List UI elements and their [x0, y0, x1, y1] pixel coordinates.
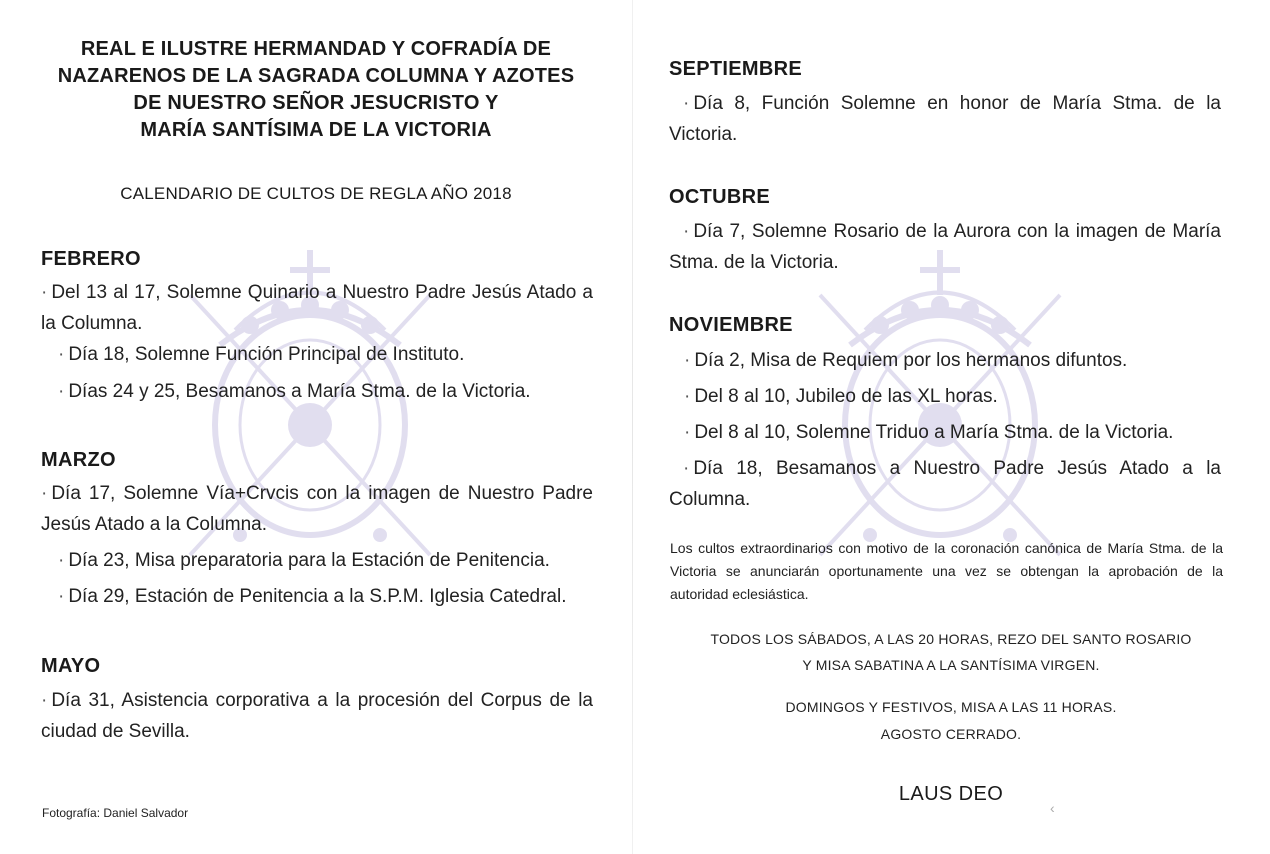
- event-text: Día 2, Misa de Requiem por los hermanos difuntos.: [694, 350, 1128, 371]
- event-text: Día 18, Solemne Función Principal de Instituto.: [68, 344, 465, 365]
- event-item: [684, 417, 1244, 448]
- event-text: Día 29, Estación de Penitencia a la S.P.M. Iglesia Catedral.: [68, 586, 567, 607]
- bullet-dot: ·: [684, 350, 691, 371]
- bullet-dot: ·: [683, 93, 690, 114]
- weekly-schedule-line: TODOS LOS SÁBADOS, A LAS 20 HORAS, REZO DEL SANTO ROSARIO: [710, 631, 1192, 647]
- bullet-dot: ·: [683, 458, 690, 479]
- event-item: [669, 88, 1221, 150]
- event-item: [669, 216, 1221, 278]
- event-text: Día 31, Asistencia corporativa a la procesión del Corpus de la ciudad de Sevilla.: [41, 690, 593, 742]
- bullet-dot: ·: [684, 422, 691, 443]
- bullet-dot: ·: [58, 586, 65, 607]
- event-item: [58, 339, 598, 370]
- title-line: REAL E ILUSTRE HERMANDAD Y COFRADÍA DE: [80, 38, 552, 60]
- month-heading-febrero: FEBRERO: [41, 248, 141, 270]
- weekly-schedule-line: AGOSTO CERRADO.: [880, 726, 1022, 742]
- event-text: Día 18, Besamanos a Nuestro Padre Jesús Atado a la Columna.: [669, 458, 1221, 510]
- event-item: [684, 345, 1224, 376]
- month-heading-noviembre: NOVIEMBRE: [669, 314, 793, 336]
- weekly-schedule-line: DOMINGOS Y FESTIVOS, MISA A LAS 11 HORAS.: [785, 699, 1117, 715]
- month-heading-marzo: MARZO: [41, 449, 116, 471]
- left-page: [0, 0, 632, 854]
- title-line: MARÍA SANTÍSIMA DE LA VICTORIA: [140, 119, 492, 141]
- month-heading-mayo: MAYO: [41, 655, 101, 677]
- weekly-schedule-line: Y MISA SABATINA A LA SANTÍSIMA VIRGEN.: [802, 657, 1100, 673]
- event-item: [58, 581, 608, 612]
- bullet-dot: ·: [58, 344, 65, 365]
- bullet-dot: ·: [41, 483, 48, 504]
- bullet-dot: ·: [41, 282, 48, 303]
- event-item: [58, 545, 598, 576]
- event-text: Del 8 al 10, Jubileo de las XL horas.: [694, 386, 998, 407]
- pencil-mark-icon: ‹: [1050, 800, 1055, 816]
- event-item: [684, 381, 1224, 412]
- event-item: [669, 453, 1221, 515]
- calendar-subtitle: CALENDARIO DE CULTOS DE REGLA AÑO 2018: [120, 184, 512, 203]
- brotherhood-title: [0, 36, 632, 144]
- event-text: Día 7, Solemne Rosario de la Aurora con la imagen de María Stma. de la Victoria.: [669, 221, 1221, 273]
- event-text: Días 24 y 25, Besamanos a María Stma. de la Victoria.: [68, 381, 531, 402]
- month-heading-octubre: OCTUBRE: [669, 186, 770, 208]
- laus-deo-closing: LAUS DEO: [898, 783, 1004, 805]
- bullet-dot: ·: [41, 690, 48, 711]
- bullet-dot: ·: [684, 386, 691, 407]
- bullet-dot: ·: [683, 221, 690, 242]
- bullet-dot: ·: [58, 550, 65, 571]
- event-text: Día 8, Función Solemne en honor de María Stma. de la Victoria.: [669, 93, 1221, 145]
- event-item: [58, 376, 598, 407]
- event-text: Día 23, Misa preparatoria para la Estación de Penitencia.: [68, 550, 550, 571]
- bullet-dot: ·: [58, 381, 65, 402]
- event-text: Del 13 al 17, Solemne Quinario a Nuestro Padre Jesús Atado a la Columna.: [41, 282, 593, 334]
- title-line: DE NUESTRO SEÑOR JESUCRISTO Y: [133, 92, 499, 114]
- event-item: [41, 478, 593, 540]
- event-item: [41, 685, 593, 747]
- event-text: Del 8 al 10, Solemne Triduo a María Stma. de la Victoria.: [694, 422, 1174, 443]
- month-heading-septiembre: SEPTIEMBRE: [669, 58, 803, 80]
- photo-credit: Fotografía: Daniel Salvador: [42, 806, 189, 820]
- event-item: [41, 277, 593, 339]
- title-line: NAZARENOS DE LA SAGRADA COLUMNA Y AZOTES: [57, 65, 575, 87]
- right-page: [632, 0, 1270, 854]
- event-text: Día 17, Solemne Vía+Crvcis con la imagen de Nuestro Padre Jesús Atado a la Columna.: [41, 483, 593, 535]
- extraordinary-cults-note: Los cultos extraordinarios con motivo de la coronación canónica de María Stma. de la Victoria se anunciarán oportunamente una vez se obtengan la aprobación de la autoridad eclesiástica.: [670, 540, 1223, 602]
